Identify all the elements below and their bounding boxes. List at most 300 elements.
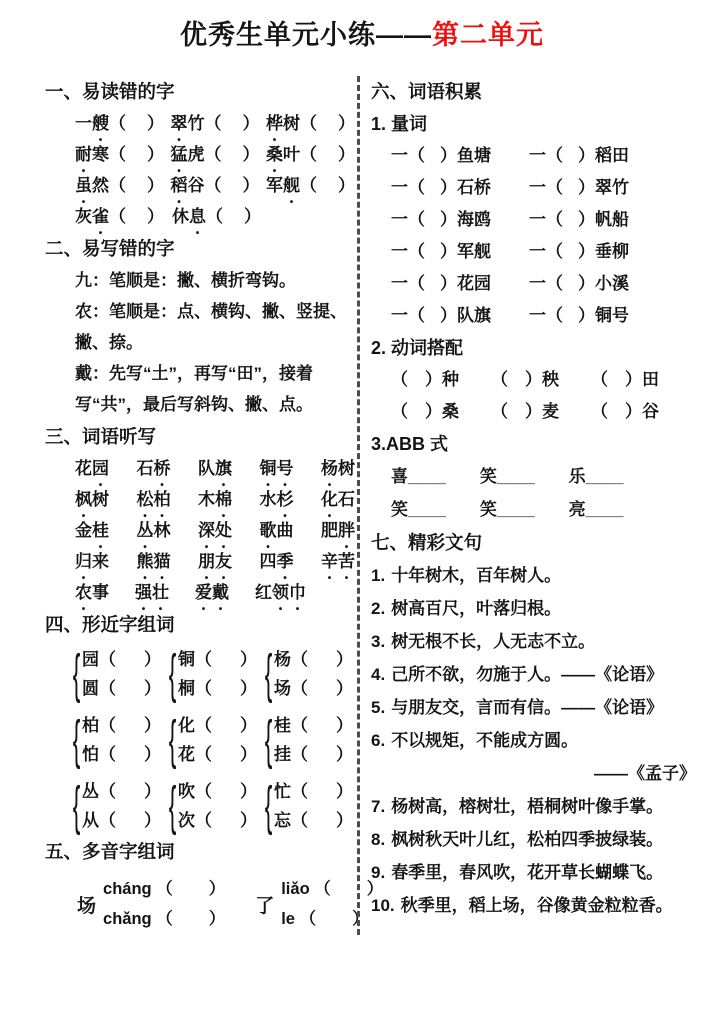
reading-line: cháng （ ） <box>103 880 226 898</box>
measure-word-item: 一（ ）帆船 <box>529 210 629 229</box>
brace-icon: { <box>264 710 273 770</box>
answer-paren: （ ） <box>99 782 161 801</box>
sentence-item <box>371 691 716 724</box>
misread-item <box>266 139 355 170</box>
sentence-item <box>371 625 716 658</box>
char: 谷 <box>187 176 205 195</box>
similar-char-pair <box>165 645 259 703</box>
char: 耐 <box>75 145 92 164</box>
counter-paren: 一（ ） <box>529 146 595 165</box>
similar-char-pair <box>261 645 355 703</box>
answer-paren: （ ） <box>156 880 226 898</box>
pair-line: 铜（ ） <box>178 650 257 669</box>
dictation-word <box>321 546 355 577</box>
sentence-text: 杨树高，榕树壮，梧桐树叶像手掌。 <box>391 797 664 816</box>
verb-row <box>391 364 716 396</box>
abb-item: 喜____ <box>391 467 446 486</box>
char: 舰 <box>283 176 300 195</box>
dictation-word <box>198 515 232 546</box>
counter-paren: 一（ ） <box>529 274 595 293</box>
misread-item <box>171 108 260 139</box>
dictation-word <box>260 515 294 546</box>
dictation-word <box>137 453 171 484</box>
brace-icon: { <box>168 644 177 704</box>
char: 四 <box>259 552 277 571</box>
counter-paren: 一（ ） <box>391 210 457 229</box>
answer-paren: （ ） <box>195 679 257 698</box>
char: 杨 <box>321 459 338 478</box>
measure-word-row <box>391 300 716 332</box>
char: 猫 <box>153 552 171 571</box>
word <box>75 114 109 133</box>
char: 艘 <box>92 114 109 133</box>
char: 金 <box>75 521 92 540</box>
misread-item <box>172 201 261 232</box>
misread-item <box>75 170 164 201</box>
measure-word-item: 一（ ）小溪 <box>529 274 629 293</box>
title-unit: 第二单元 <box>432 20 544 50</box>
dictation-word <box>260 453 294 484</box>
char: 归 <box>75 552 92 571</box>
counter-paren: 一（ ） <box>391 274 457 293</box>
answer-paren: （ ） <box>204 176 260 195</box>
char: 铜 <box>259 459 277 478</box>
misread-item <box>266 108 355 139</box>
answer-paren: （ ） <box>291 679 353 698</box>
counter-paren: 一（ ） <box>529 210 595 229</box>
pair-line: 杨（ ） <box>274 650 353 669</box>
dictation-word <box>75 515 109 546</box>
misread-item <box>75 108 164 139</box>
counter-paren: 一（ ） <box>391 242 457 261</box>
sentence-item <box>371 790 716 823</box>
misread-row <box>75 139 355 170</box>
pair-line: 丛（ ） <box>82 782 161 801</box>
answer-paren: （ ） <box>109 176 164 195</box>
section4-grid <box>69 645 355 835</box>
char: 树 <box>92 490 109 509</box>
similar-char-pair <box>165 711 259 769</box>
misread-item <box>266 170 355 201</box>
polyphone-group <box>77 874 225 934</box>
word <box>266 145 300 164</box>
stroke-order-line: 九：笔顺是：撇、横折弯钩。 <box>75 271 296 290</box>
char: 树 <box>338 459 355 478</box>
counter-paren: 一（ ） <box>391 306 457 325</box>
measure-word-row <box>391 140 716 172</box>
dictation-row <box>75 515 355 546</box>
answer-paren: （ ） <box>591 370 642 389</box>
pair-line: 从（ ） <box>82 811 161 830</box>
sentence-text: 枫树秋天叶儿红，松柏四季披绿装。 <box>391 830 664 849</box>
word <box>75 176 109 195</box>
char: 木 <box>198 490 215 509</box>
pair-line: 柏（ ） <box>82 716 161 735</box>
char: 灰 <box>75 207 92 226</box>
char: 枫 <box>75 490 92 509</box>
brace-icon: { <box>72 776 81 836</box>
char: 巾 <box>289 583 306 602</box>
sentence-text: 不以规矩，不能成方圆。 <box>391 731 579 750</box>
pair-column <box>178 711 257 769</box>
dictation-word <box>75 546 109 577</box>
stroke-order-char: 农： <box>75 302 109 321</box>
char: 水 <box>259 490 277 509</box>
verb-item: （ ）谷 <box>591 402 659 421</box>
answer-paren: （ ） <box>291 716 353 735</box>
char: 园 <box>92 459 109 478</box>
dictation-word <box>321 453 355 484</box>
section5-header: 五、多音字组词 <box>45 841 175 862</box>
measure-word-item: 一（ ）垂柳 <box>529 242 629 261</box>
counter-paren: 一（ ） <box>529 242 595 261</box>
dictation-word <box>260 546 294 577</box>
pair-column <box>82 777 161 835</box>
word <box>172 207 206 226</box>
char: 深 <box>198 521 215 540</box>
pair-line: 花（ ） <box>178 745 257 764</box>
sentence-number: 9. <box>371 863 386 882</box>
reading-line: le （ ） <box>281 910 369 928</box>
pair-line: 挂（ ） <box>274 745 353 764</box>
pair-line: 忘（ ） <box>274 811 353 830</box>
char: 爱 <box>195 583 212 602</box>
abb-row <box>391 460 716 493</box>
char: 稻 <box>170 176 188 195</box>
answer-paren: （ ） <box>300 114 355 133</box>
answer-paren: （ ） <box>109 114 164 133</box>
char: 旗 <box>215 459 232 478</box>
sentence-text: 十年树木，百年树人。 <box>391 566 562 585</box>
dictation-row <box>75 453 355 484</box>
sentence-number: 6. <box>371 731 386 750</box>
pair-line: 桂（ ） <box>274 716 353 735</box>
answer-paren: （ ） <box>156 910 226 928</box>
similar-char-pair <box>69 711 163 769</box>
char: 红 <box>255 583 272 602</box>
char: 号 <box>276 459 294 478</box>
measure-word-item: 一（ ）军舰 <box>391 242 491 261</box>
sentence-list <box>371 559 716 922</box>
abb-item: 笑____ <box>391 500 446 519</box>
page-title <box>0 0 724 52</box>
section-miswritten-chars <box>45 233 355 420</box>
verb-collocation-rows <box>371 364 716 428</box>
dictation-word <box>198 546 232 577</box>
char: 桂 <box>92 521 109 540</box>
char: 叶 <box>283 145 300 164</box>
word <box>266 176 300 195</box>
reading-line: chǎng （ ） <box>103 910 226 928</box>
abb-pattern-rows <box>371 460 716 526</box>
section2-header: 二、易写错的字 <box>45 238 175 259</box>
measure-word-item: 一（ ）翠竹 <box>529 178 629 197</box>
abb-row <box>391 493 716 526</box>
dictation-row <box>75 484 355 515</box>
similar-char-pair <box>261 777 355 835</box>
word <box>75 207 109 226</box>
answer-paren: （ ） <box>291 745 353 764</box>
section3-rows <box>45 453 355 608</box>
answer-paren: （ ） <box>300 145 355 164</box>
abb-item: 笑____ <box>479 500 535 519</box>
answer-paren: （ ） <box>204 145 260 164</box>
dictation-word <box>198 453 232 484</box>
char: 胖 <box>338 521 355 540</box>
abb-item: 笑____ <box>479 467 535 486</box>
dictation-word <box>321 484 355 515</box>
answer-paren: （ ） <box>99 679 161 698</box>
sentence-item <box>371 658 716 691</box>
verb-item: （ ）麦 <box>491 402 559 421</box>
answer-paren: （ ） <box>195 716 257 735</box>
similar-char-pair <box>165 777 259 835</box>
sentence-number: 4. <box>371 665 386 684</box>
answer-paren: （ ） <box>206 207 261 226</box>
measure-word-item: 一（ ）队旗 <box>391 306 491 325</box>
pair-line: 怕（ ） <box>82 745 161 764</box>
brace-icon: { <box>264 776 273 836</box>
answer-paren: （ ） <box>109 145 164 164</box>
measure-word-item: 一（ ）铜号 <box>529 306 629 325</box>
char: 军 <box>266 176 283 195</box>
brace-icon: { <box>264 644 273 704</box>
sentence-number: 5. <box>371 698 386 717</box>
char: 柏 <box>153 490 171 509</box>
char: 然 <box>92 176 109 195</box>
verb-item: （ ）种 <box>391 370 459 389</box>
answer-paren: （ ） <box>195 811 257 830</box>
pair-line: 次（ ） <box>178 811 257 830</box>
answer-paren: （ ） <box>291 811 353 830</box>
char: 雀 <box>92 207 109 226</box>
sentence-item <box>371 889 716 922</box>
measure-word-item: 一（ ）稻田 <box>529 146 629 165</box>
char: 一 <box>75 114 92 133</box>
char: 季 <box>276 552 294 571</box>
dictation-word <box>135 577 169 608</box>
misread-row <box>75 108 355 139</box>
section-fine-sentences <box>371 527 716 922</box>
two-column-layout <box>0 76 724 935</box>
measure-word-row <box>391 172 716 204</box>
stroke-order-line: 农：笔顺是：点、横钩、撇、竖提、撇、捺。 <box>75 302 347 352</box>
pair-line: 场（ ） <box>274 679 353 698</box>
sentence-text: 与朋友交，言而有信。——《论语》 <box>391 698 664 717</box>
measure-word-row <box>391 268 716 300</box>
measure-word-item: 一（ ）花园 <box>391 274 491 293</box>
char: 休 <box>172 207 189 226</box>
similar-char-pair <box>69 645 163 703</box>
dictation-word <box>137 546 171 577</box>
char: 熊 <box>136 552 154 571</box>
char: 猛 <box>170 145 188 164</box>
char: 苦 <box>338 552 355 571</box>
char: 戴 <box>212 583 229 602</box>
char: 歌 <box>259 521 277 540</box>
sentence-text: 春季里，春风吹，花开草长蝴蝶飞。 <box>391 863 664 882</box>
char: 棉 <box>215 490 232 509</box>
dictation-word <box>260 484 294 515</box>
section1-rows <box>45 108 355 232</box>
char: 杉 <box>276 490 294 509</box>
sentence-text: 己所不欲，勿施于人。——《论语》 <box>391 665 664 684</box>
pair-line: 圆（ ） <box>82 679 161 698</box>
char: 丛 <box>136 521 154 540</box>
word <box>75 145 109 164</box>
pair-line: 园（ ） <box>82 650 161 669</box>
sentence-item <box>371 592 716 625</box>
answer-paren: （ ） <box>491 370 542 389</box>
char: 林 <box>153 521 171 540</box>
sentence-number: 10. <box>371 896 395 915</box>
answer-paren: （ ） <box>195 650 257 669</box>
char: 竹 <box>187 114 205 133</box>
char: 事 <box>92 583 109 602</box>
counter-paren: 一（ ） <box>529 306 595 325</box>
answer-paren: （ ） <box>99 716 161 735</box>
word <box>171 176 205 195</box>
answer-paren: （ ） <box>195 782 257 801</box>
answer-paren: （ ） <box>99 650 161 669</box>
reading-column <box>103 874 225 934</box>
misread-item <box>75 201 164 232</box>
pair-column <box>274 645 353 703</box>
answer-paren: （ ） <box>109 207 164 226</box>
sentence-item <box>371 856 716 889</box>
char: 石 <box>136 459 154 478</box>
char: 花 <box>75 459 92 478</box>
char: 辛 <box>321 552 338 571</box>
char: 曲 <box>276 521 294 540</box>
char: 桥 <box>153 459 171 478</box>
section-dictation-words <box>45 421 355 608</box>
answer-paren: （ ） <box>491 402 542 421</box>
misread-item <box>171 139 260 170</box>
sentence-number: 3. <box>371 632 386 651</box>
sub-verb-collocation-title: 2. 动词搭配 <box>371 338 464 358</box>
answer-paren: （ ） <box>391 370 442 389</box>
char: 农 <box>75 583 92 602</box>
sentence-item <box>371 559 716 592</box>
char: 领 <box>272 583 289 602</box>
answer-paren: （ ） <box>291 782 353 801</box>
pair-line: 忙（ ） <box>274 782 353 801</box>
verb-row <box>391 396 716 428</box>
sentence-number: 1. <box>371 566 386 585</box>
measure-word-item: 一（ ）石桥 <box>391 178 491 197</box>
char: 友 <box>215 552 232 571</box>
pair-column <box>82 645 161 703</box>
counter-paren: 一（ ） <box>391 146 457 165</box>
title-main: 优秀生单元小练—— <box>180 20 432 50</box>
sentence-text: 树高百尺，叶落归根。 <box>391 599 562 618</box>
stroke-order-line: 戴：先写“土”，再写“田”，接着写“共”，最后写斜钩、撇、点。 <box>75 364 313 414</box>
misread-row <box>75 201 355 232</box>
char: 强 <box>135 583 152 602</box>
char: 寒 <box>92 145 109 164</box>
dictation-word <box>195 577 229 608</box>
word <box>171 114 205 133</box>
dictation-word <box>75 484 109 515</box>
section1-header: 一、易读错的字 <box>45 81 175 102</box>
measure-word-row <box>391 204 716 236</box>
char: 来 <box>92 552 109 571</box>
brace-icon: { <box>168 776 177 836</box>
answer-paren: （ ） <box>299 910 369 928</box>
dictation-word <box>75 453 109 484</box>
section-similar-chars <box>45 609 355 835</box>
brace-icon: { <box>168 710 177 770</box>
sentence-item <box>371 823 716 856</box>
abb-item: 亮____ <box>568 500 624 519</box>
sentence-number: 7. <box>371 797 386 816</box>
dictation-word <box>137 484 171 515</box>
verb-item: （ ）桑 <box>391 402 459 421</box>
section4-header: 四、形近字组词 <box>45 614 175 635</box>
verb-item: （ ）田 <box>591 370 659 389</box>
counter-paren: 一（ ） <box>391 178 457 197</box>
dictation-word <box>137 515 171 546</box>
polyphone-char: 场 <box>77 895 97 917</box>
pair-column <box>82 711 161 769</box>
word <box>171 145 205 164</box>
answer-paren: （ ） <box>591 402 642 421</box>
counter-paren: 一（ ） <box>529 178 595 197</box>
answer-paren: （ ） <box>300 176 355 195</box>
section2-lines <box>45 265 355 420</box>
measure-word-item: 一（ ）海鸥 <box>391 210 491 229</box>
char: 壮 <box>152 583 169 602</box>
section-misread-chars <box>45 76 355 232</box>
char: 松 <box>136 490 154 509</box>
char: 肥 <box>321 521 338 540</box>
measure-word-item: 一（ ）鱼塘 <box>391 146 491 165</box>
answer-paren: （ ） <box>391 402 442 421</box>
answer-paren: （ ） <box>204 114 260 133</box>
answer-paren: （ ） <box>314 880 384 898</box>
char: 朋 <box>198 552 215 571</box>
misread-row <box>75 170 355 201</box>
pair-column <box>178 645 257 703</box>
char: 处 <box>215 521 232 540</box>
reading-line: liǎo （ ） <box>281 880 384 898</box>
dictation-word <box>198 484 232 515</box>
char: 虽 <box>75 176 92 195</box>
answer-paren: （ ） <box>99 745 161 764</box>
sentence-number: 2. <box>371 599 386 618</box>
polyphone-char: 了 <box>255 895 275 917</box>
dictation-word <box>75 577 109 608</box>
word <box>266 114 300 133</box>
stroke-order-char: 戴： <box>75 364 109 383</box>
answer-paren: （ ） <box>291 650 353 669</box>
pair-line: 桐（ ） <box>178 679 257 698</box>
right-column <box>357 76 716 935</box>
measure-word-row <box>391 236 716 268</box>
sentence-number: 8. <box>371 830 386 849</box>
similar-char-pair <box>261 711 355 769</box>
answer-paren: （ ） <box>99 811 161 830</box>
dictation-word <box>255 577 306 608</box>
char: 翠 <box>170 114 188 133</box>
dictation-row <box>75 577 355 608</box>
section3-header: 三、词语听写 <box>45 426 157 447</box>
char: 树 <box>283 114 300 133</box>
misread-item <box>171 170 260 201</box>
pair-column <box>274 777 353 835</box>
sub-abb-pattern-title: 3.ABB 式 <box>371 434 449 454</box>
